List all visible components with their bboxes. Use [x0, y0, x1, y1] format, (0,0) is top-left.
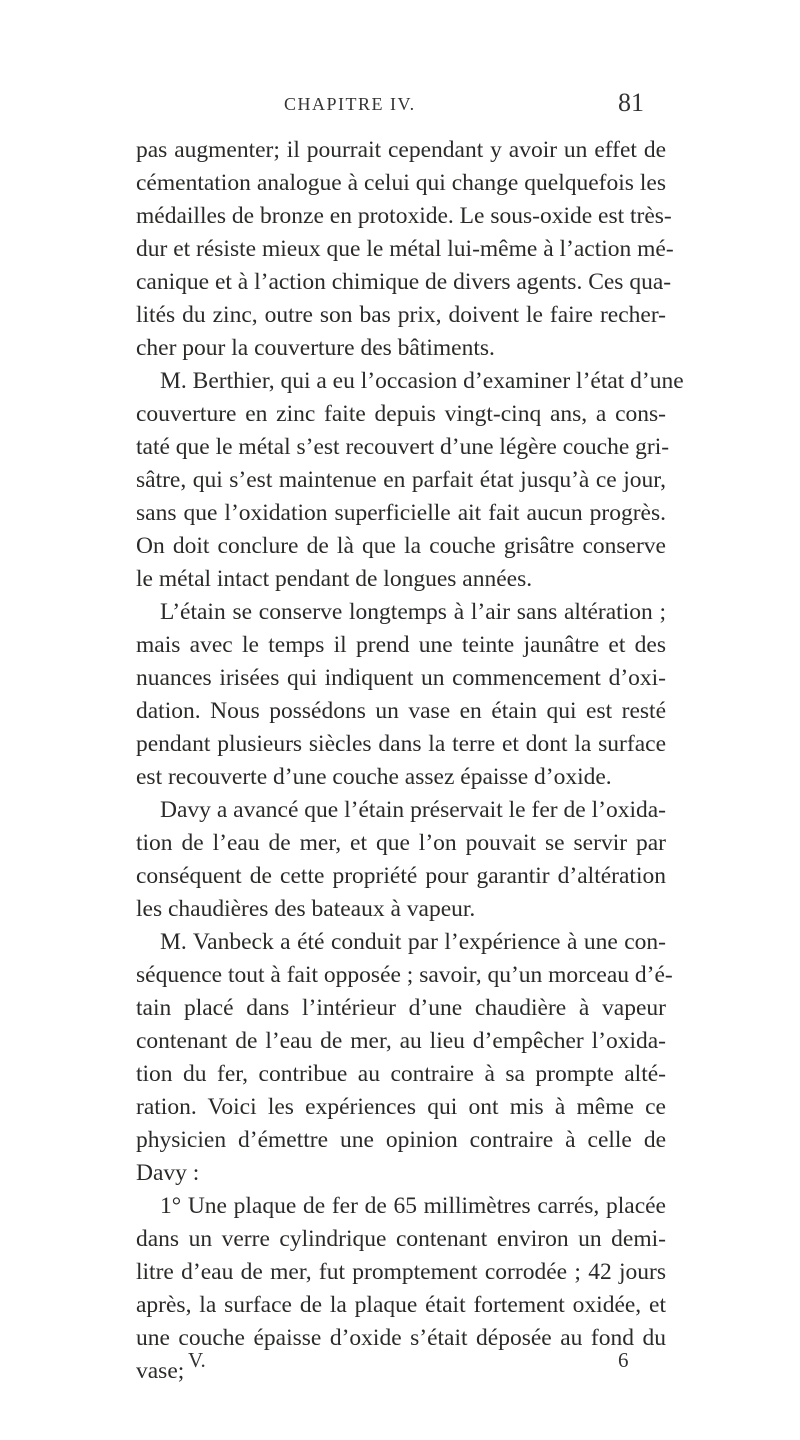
text-line: canique et à l’action chimique de divers agents. Ces qua- — [136, 269, 672, 295]
text-line: mais avec le temps il prend une teinte jaunâtre et des — [136, 632, 666, 658]
text-line: après, la surface de la plaque était fortement oxidée, et — [136, 1292, 666, 1318]
text-line: ration. Voici les expériences qui ont mis à même ce — [136, 1094, 666, 1120]
page-footer — [0, 1348, 800, 1384]
text-line: tion du fer, contribue au contraire à sa prompte alté- — [136, 1061, 666, 1087]
text-line: L’étain se conserve longtemps à l’air sans altération ; — [160, 599, 666, 625]
text-line: litre d’eau de mer, fut promptement corrodée ; 42 jours — [136, 1259, 666, 1285]
text-line: cémentation analogue à celui qui change quelquefois les — [136, 170, 666, 196]
text-line: 1° Une plaque de fer de 65 millimètres carrés, placée — [160, 1193, 666, 1219]
text-line: médailles de bronze en protoxide. Le sous-oxide est très- — [136, 203, 672, 229]
text-line: nuances irisées qui indiquent un commencement d’oxi- — [136, 665, 666, 691]
text-line: Davy : — [136, 1160, 200, 1186]
text-line: lités du zinc, outre son bas prix, doivent le faire recher- — [136, 302, 666, 328]
text-line: taté que le métal s’est recouvert d’une légère couche gri- — [136, 434, 670, 460]
text-line: le métal intact pendant de longues années. — [136, 566, 533, 592]
text-line: Davy a avancé que l’étain préservait le fer de l’oxida- — [160, 797, 666, 823]
text-line: cher pour la couverture des bâtiments. — [136, 335, 495, 361]
text-line: pendant plusieurs siècles dans la terre et dont la surface — [136, 731, 666, 757]
text-line: vase; — [136, 1358, 185, 1384]
text-line: contenant de l’eau de mer, au lieu d’empêcher l’oxida- — [136, 1028, 666, 1054]
text-line: physicien d’émettre une opinion contraire à celle de — [136, 1127, 666, 1153]
text-line: conséquent de cette propriété pour garantir d’altération — [136, 863, 666, 889]
text-line: est recouverte d’une couche assez épaisse d’oxide. — [136, 764, 612, 790]
text-line: dans un verre cylindrique contenant environ un demi- — [136, 1226, 666, 1252]
text-line: pas augmenter; il pourrait cependant y avoir un effet de — [136, 137, 666, 163]
page-number: 81 — [618, 88, 644, 117]
text-line: tain placé dans l’intérieur d’une chaudière à vapeur — [136, 995, 666, 1021]
text-line: dation. Nous possédons un vase en étain qui est resté — [136, 698, 666, 724]
text-line: les chaudières des bateaux à vapeur. — [136, 896, 476, 922]
page-header — [0, 86, 800, 126]
text-line: M. Berthier, qui a eu l’occasion d’examiner l’état d’une — [160, 368, 684, 394]
text-line: dur et résiste mieux que le métal lui-même à l’action mé- — [136, 236, 674, 262]
text-line: On doit conclure de là que la couche grisâtre conserve — [136, 533, 666, 559]
running-head: CHAPITRE IV. — [284, 94, 416, 114]
text-line: sans que l’oxidation superficielle ait fait aucun progrès. — [136, 500, 666, 526]
text-line: une couche épaisse d’oxide s’était déposée au fond du — [136, 1325, 666, 1351]
text-line: tion de l’eau de mer, et que l’on pouvait se servir par — [136, 830, 666, 856]
text-line: M. Vanbeck a été conduit par l’expérience à une con- — [160, 929, 666, 955]
signature-mark: V. — [188, 1348, 206, 1372]
text-line: sâtre, qui s’est maintenue en parfait état jusqu’à ce jour, — [136, 467, 666, 493]
text-line: séquence tout à fait opposée ; savoir, qu’un morceau d’é- — [136, 962, 673, 988]
text-line: couverture en zinc faite depuis vingt-cinq ans, a cons- — [136, 401, 666, 427]
signature-number: 6 — [618, 1348, 629, 1372]
